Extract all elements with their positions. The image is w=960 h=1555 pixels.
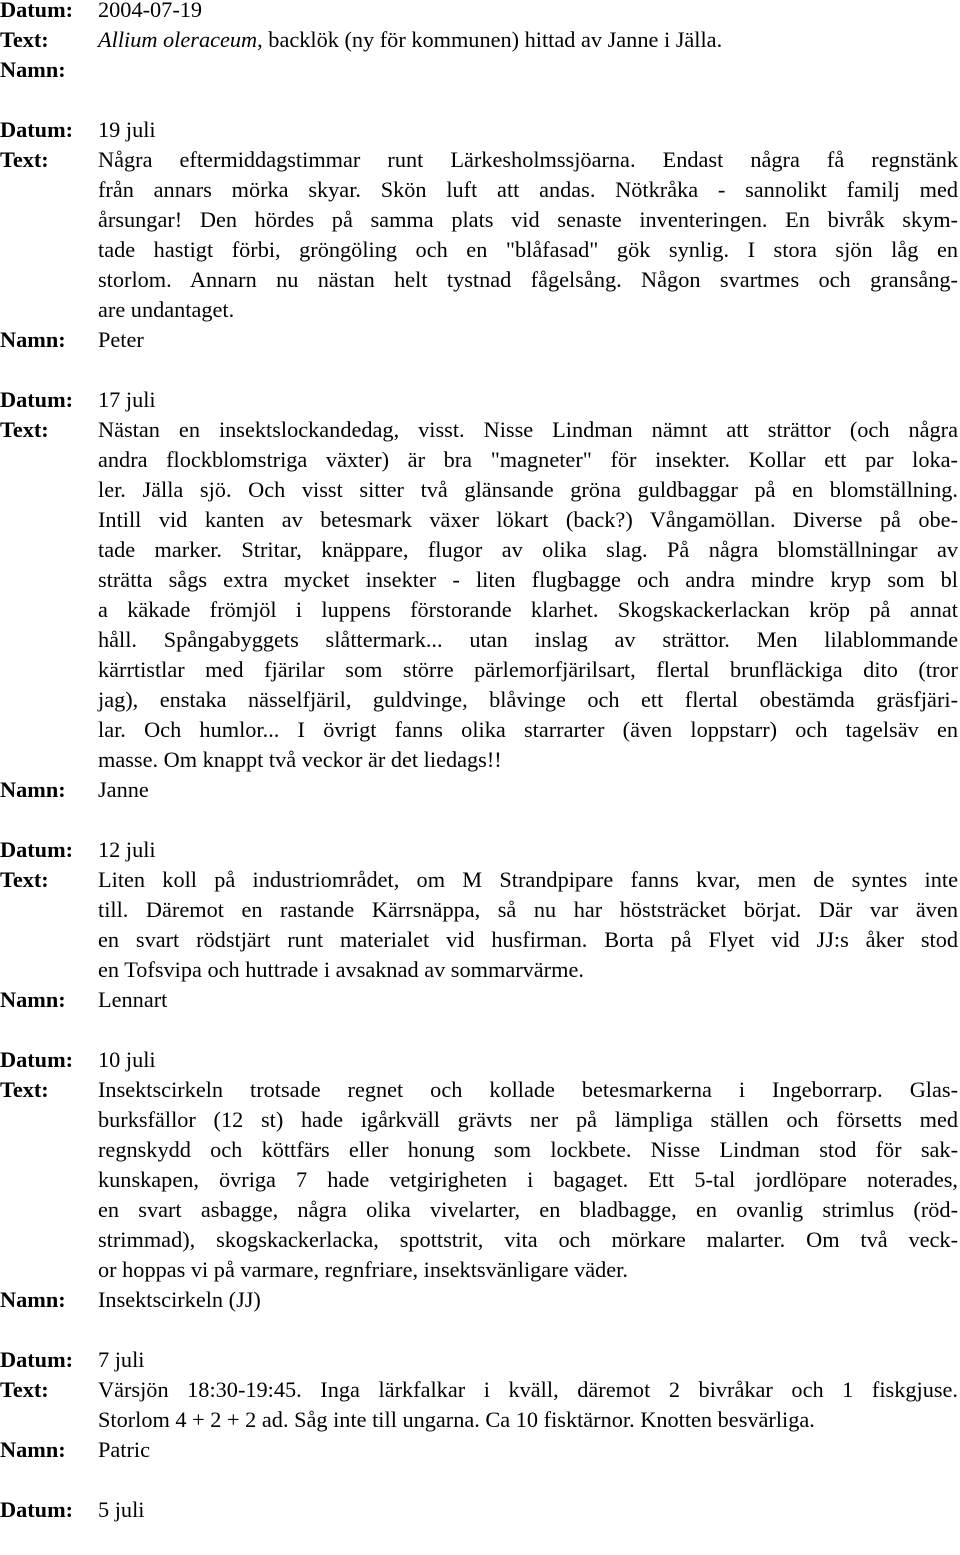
log-entry	[0, 385, 958, 805]
text-row	[0, 145, 958, 325]
log-entry	[0, 1495, 958, 1525]
text-line: Storlom 4 + 2 + 2 ad. Såg inte till ungarna. Ca 10 fisktärnor. Knotten besvärliga.	[98, 1407, 815, 1432]
text-body	[98, 865, 958, 985]
namn-value: Lennart	[98, 987, 168, 1012]
log-entry	[0, 1045, 958, 1315]
namn-row	[0, 985, 958, 1015]
namn-label: Namn:	[0, 327, 66, 352]
datum-value: 2004-07-19	[98, 0, 203, 22]
text-body	[98, 1375, 958, 1435]
datum-label: Datum:	[0, 837, 74, 862]
datum-row	[0, 115, 958, 145]
datum-row	[0, 0, 958, 25]
text-line: Liten koll på industriområdet, om M Strandpipare fanns kvar, men de syntes inte	[98, 867, 958, 892]
text-line: strimmad), skogskackerlacka, spottstrit, vita och mörkare malarter. Om två veck-	[98, 1227, 958, 1252]
text-line: Intill vid kanten av betesmark växer lökart (back?) Vångamöllan. Diverse på obe-	[98, 507, 958, 532]
text-label: Text:	[0, 1377, 49, 1402]
namn-label: Namn:	[0, 1437, 66, 1462]
text-line: andra flockblomstriga växter) är bra "magneter" för insekter. Kollar ett par loka-	[98, 447, 958, 472]
text-line: Några eftermiddagstimmar runt Lärkesholmssjöarna. Endast några få regnstänk	[98, 147, 958, 172]
text-line: lar. Och humlor... I övrigt fanns olika starrarter (även loppstarr) och tagelsäv en	[98, 717, 958, 742]
datum-value: 12 juli	[98, 837, 156, 862]
text-line: kunskapen, övriga 7 hade vetgirigheten i bagaget. Ett 5-tal jordlöpare noterades,	[98, 1167, 958, 1192]
datum-label: Datum:	[0, 1347, 74, 1372]
namn-row	[0, 1285, 958, 1315]
text-line: ler. Jälla sjö. Och visst sitter två glänsande gröna guldbaggar på en blomställning.	[98, 477, 958, 502]
text-line: Värsjön 18:30-19:45. Inga lärkfalkar i kväll, däremot 2 bivråkar och 1 fiskgjuse.	[98, 1377, 958, 1402]
text-label: Text:	[0, 27, 49, 52]
text-row	[0, 1375, 958, 1435]
namn-label: Namn:	[0, 777, 66, 802]
text-line: strätta sågs extra mycket insekter - liten flugbagge och andra mindre kryp som bl	[98, 567, 958, 592]
text-line: or hoppas vi på varmare, regnfriare, insektsvänligare väder.	[98, 1257, 628, 1282]
text-label: Text:	[0, 147, 49, 172]
text-row	[0, 415, 958, 775]
datum-label: Datum:	[0, 117, 74, 142]
namn-value: Patric	[98, 1437, 151, 1462]
namn-row	[0, 55, 958, 85]
log-entry	[0, 1345, 958, 1465]
datum-row	[0, 835, 958, 865]
namn-row	[0, 325, 958, 355]
species-name: Allium oleraceum	[98, 27, 258, 52]
text-label: Text:	[0, 867, 49, 892]
datum-label: Datum:	[0, 1497, 74, 1522]
namn-label: Namn:	[0, 1287, 66, 1312]
text-label: Text:	[0, 1077, 49, 1102]
datum-row	[0, 1495, 958, 1525]
datum-row	[0, 1045, 958, 1075]
datum-value: 19 juli	[98, 117, 156, 142]
datum-row	[0, 1345, 958, 1375]
text-row	[0, 25, 958, 55]
text-body	[98, 145, 958, 325]
namn-value: Insektscirkeln (JJ)	[98, 1287, 261, 1312]
text-line: årsungar! Den hördes på samma plats vid senaste inventeringen. En bivråk skym-	[98, 207, 958, 232]
text-line: Insektscirkeln trotsade regnet och kollade betesmarkerna i Ingeborrarp. Glas-	[98, 1077, 958, 1102]
namn-label: Namn:	[0, 57, 66, 82]
datum-value: 17 juli	[98, 387, 156, 412]
datum-value: 10 juli	[98, 1047, 156, 1072]
text-row	[0, 1075, 958, 1285]
text-row	[0, 865, 958, 985]
text-line: jag), enstaka nässelfjäril, guldvinge, blåvinge och ett flertal obestämda gräsfjäri-	[98, 687, 958, 712]
namn-label: Namn:	[0, 987, 66, 1012]
text-body	[98, 1075, 958, 1285]
text-rest: , backlök (ny för kommunen) hittad av Janne i Jälla.	[257, 27, 723, 52]
text-line: a käkade frömjöl i luppens förstorande klarhet. Skogskackerlackan kröp på annat	[98, 597, 958, 622]
text-line: masse. Om knappt två veckor är det liedags!!	[98, 747, 502, 772]
namn-row	[0, 1435, 958, 1465]
text-line: are undantaget.	[98, 297, 235, 322]
datum-label: Datum:	[0, 0, 74, 22]
datum-label: Datum:	[0, 1047, 74, 1072]
datum-value: 7 juli	[98, 1347, 145, 1372]
text-label: Text:	[0, 417, 49, 442]
text-line: burksfällor (12 st) hade igårkväll grävts ner på lämpliga ställen och försetts med	[98, 1107, 958, 1132]
text-line: en svart asbagge, några olika vivelarter, en bladbagge, en ovanlig strimlus (röd-	[98, 1197, 958, 1222]
text-line: tade marker. Stritar, knäppare, flugor av olika slag. På några blomställningar av	[98, 537, 958, 562]
text-line: en Tofsvipa och huttrade i avsaknad av sommarvärme.	[98, 957, 584, 982]
text-body	[98, 415, 958, 775]
datum-value: 5 juli	[98, 1497, 145, 1522]
namn-value: Peter	[98, 327, 144, 352]
text-line: kärrtistlar med fjärilar som större pärlemorfjärilsart, flertal brunfläckiga dito (tror	[98, 657, 958, 682]
log-entry	[0, 0, 958, 85]
namn-value: Janne	[98, 777, 149, 802]
text-line: håll. Spångabyggets slåttermark... utan inslag av strättor. Men lilablommande	[98, 627, 958, 652]
text-line: Nästan en insektslockandedag, visst. Nisse Lindman nämnt att strättor (och några	[98, 417, 958, 442]
text-line: från annars mörka skyar. Skön luft att andas. Nötkråka - sannolikt familj med	[98, 177, 958, 202]
datum-label: Datum:	[0, 387, 74, 412]
text-value	[98, 25, 958, 55]
log-entry	[0, 835, 958, 1015]
text-line: storlom. Annarn nu nästan helt tystnad fågelsång. Någon svartmes och gransång-	[98, 267, 958, 292]
datum-row	[0, 385, 958, 415]
text-line: en svart rödstjärt runt materialet vid husfirman. Borta på Flyet vid JJ:s åker stod	[98, 927, 958, 952]
text-line: tade hastigt förbi, gröngöling och en "blåfasad" gök synlig. I stora sjön låg en	[98, 237, 958, 262]
log-entry	[0, 115, 958, 355]
text-line: regnskydd och köttfärs eller honung som lockbete. Nisse Lindman stod för sak-	[98, 1137, 958, 1162]
namn-row	[0, 775, 958, 805]
text-line: till. Däremot en rastande Kärrsnäppa, så nu har höststräcket börjat. Där var även	[98, 897, 958, 922]
